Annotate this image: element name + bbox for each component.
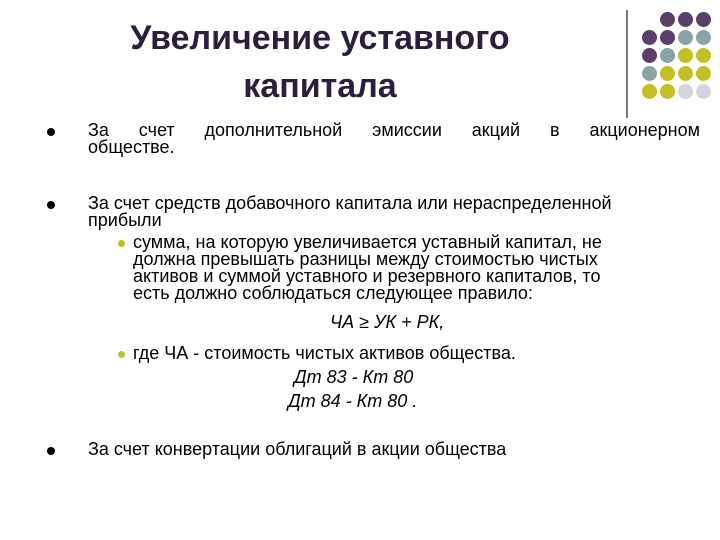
title-line-2: капитала xyxy=(243,67,397,105)
item-2-line-1: За счет средств добавочного капитала или нераспределенной xyxy=(88,193,612,213)
decorative-divider xyxy=(626,10,628,118)
decorative-dot xyxy=(660,48,675,63)
decorative-dot xyxy=(696,30,711,45)
item-3-line-1: За счет конвертации облигаций в акции общества xyxy=(88,439,507,459)
decorative-dot xyxy=(642,48,657,63)
decorative-dot xyxy=(696,66,711,81)
decorative-dot xyxy=(660,30,675,45)
sub-bullet-dot-icon xyxy=(118,240,125,247)
decorative-dot xyxy=(642,84,657,99)
decorative-dot xyxy=(678,12,693,27)
sub-item-1-line-4: есть должно соблюдаться следующее правило: xyxy=(133,283,533,303)
slide-title xyxy=(80,14,560,110)
decorative-dot xyxy=(642,30,657,45)
formula: ЧА ≥ УК + РК, xyxy=(330,312,445,332)
decorative-dot xyxy=(678,66,693,81)
decorative-dot xyxy=(696,84,711,99)
sub-item-1-line-1: сумма, на которую увеличивается уставный капитал, не xyxy=(133,232,602,252)
bullet-dot-icon xyxy=(47,201,55,209)
sub-bullet-dot-icon xyxy=(118,351,125,358)
item-1-line-2: обществе. xyxy=(88,137,175,157)
bullet-dot-icon xyxy=(47,447,55,455)
sub-item-1-line-2: должна превышать разницы между стоимостью чистых xyxy=(133,249,598,269)
decorative-dot xyxy=(678,84,693,99)
decorative-dot xyxy=(678,30,693,45)
decorative-dot xyxy=(678,48,693,63)
decorative-dot xyxy=(660,12,675,27)
sub-item-2-line-1: где ЧА - стоимость чистых активов общества. xyxy=(133,343,516,363)
accounting-entry-2: Дт 84 - Кт 80 . xyxy=(288,391,418,411)
sub-item-1-line-3: активов и суммой уставного и резервного капиталов, то xyxy=(133,266,601,286)
title-line-1: Увеличение уставного xyxy=(130,19,510,57)
decorative-dot xyxy=(660,66,675,81)
item-2-line-2: прибыли xyxy=(88,210,162,230)
item-1-line-1: За счет дополнительной эмиссии акций в акционерном xyxy=(88,120,700,140)
accounting-entry-1: Дт 83 - Кт 80 xyxy=(294,367,414,387)
bullet-dot-icon xyxy=(47,128,55,136)
decorative-dot xyxy=(642,66,657,81)
decorative-dot xyxy=(660,84,675,99)
decorative-dot xyxy=(696,12,711,27)
decorative-dot xyxy=(696,48,711,63)
